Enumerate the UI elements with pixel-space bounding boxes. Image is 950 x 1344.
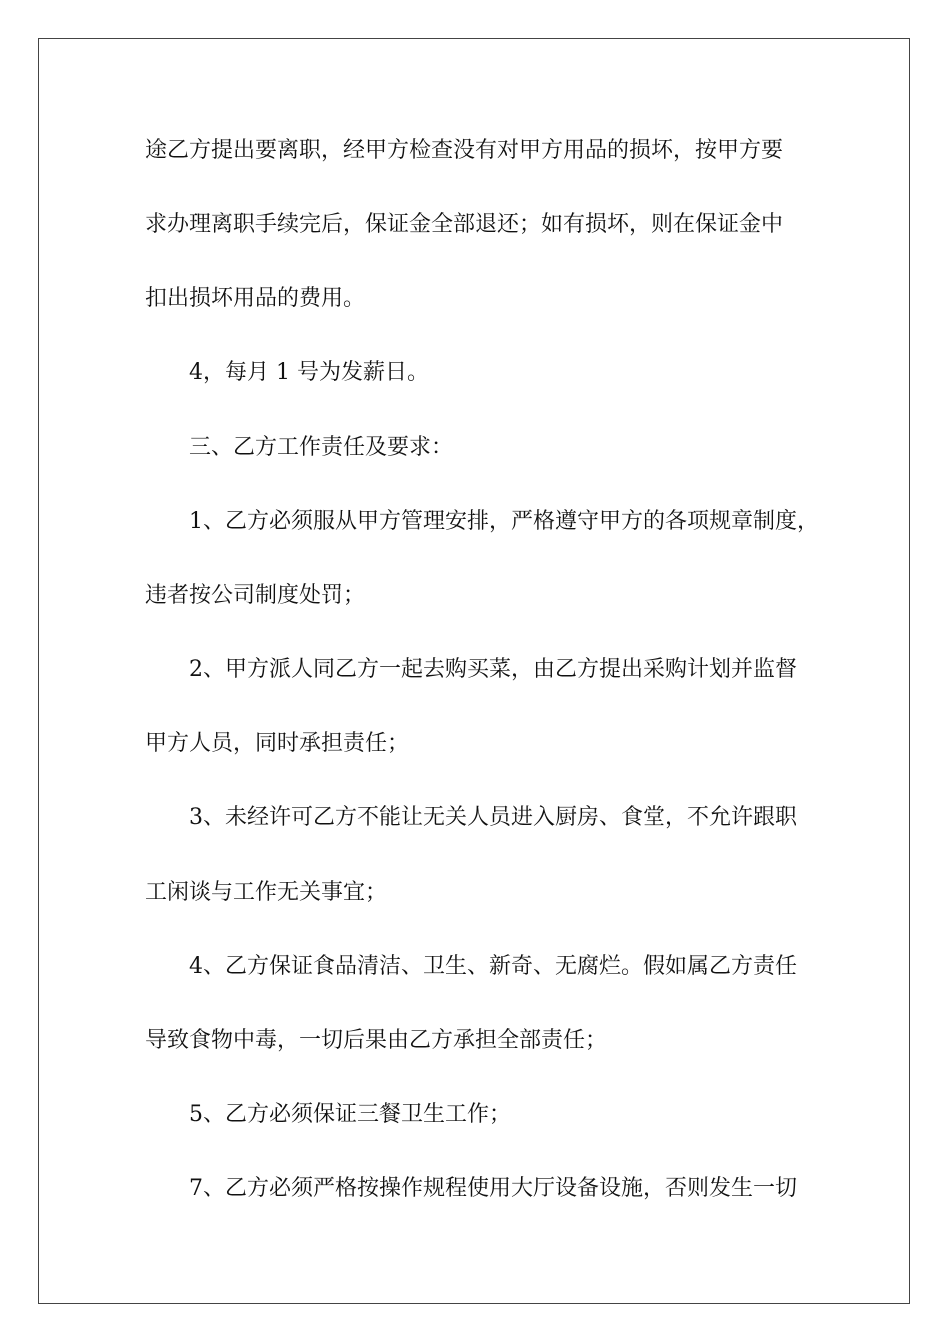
text-line: 违者按公司制度处罚； — [145, 583, 366, 608]
text-line: 5、乙方必须保证三餐卫生工作； — [189, 1102, 511, 1127]
text-line: 2、甲方派人同乙方一起去购买菜，由乙方提出采购计划并监督 — [189, 657, 797, 682]
section-heading: 三、乙方工作责任及要求： — [189, 435, 454, 460]
text-line: 4、乙方保证食品清洁、卫生、新奇、无腐烂。假如属乙方责任 — [189, 954, 797, 979]
text-line: 工闲谈与工作无关事宜； — [145, 880, 388, 905]
text-line: 甲方人员，同时承担责任； — [145, 731, 410, 756]
text-line: 7、乙方必须严格按操作规程使用大厅设备设施，否则发生一切 — [189, 1176, 797, 1201]
text-line: 3、未经许可乙方不能让无关人员进入厨房、食堂，不允许跟职 — [189, 805, 797, 830]
text-line: 求办理离职手续完后，保证金全部退还；如有损坏，则在保证金中 — [145, 212, 784, 237]
text-line: 导致食物中毒，一切后果由乙方承担全部责任； — [145, 1028, 608, 1053]
text-line: 4，每月 1 号为发薪日。 — [189, 360, 429, 385]
text-line: 途乙方提出要离职，经甲方检查没有对甲方用品的损坏，按甲方要 — [145, 138, 784, 163]
text-line: 扣出损坏用品的费用。 — [145, 286, 366, 311]
text-line: 1、乙方必须服从甲方管理安排，严格遵守甲方的各项规章制度， — [189, 509, 819, 534]
